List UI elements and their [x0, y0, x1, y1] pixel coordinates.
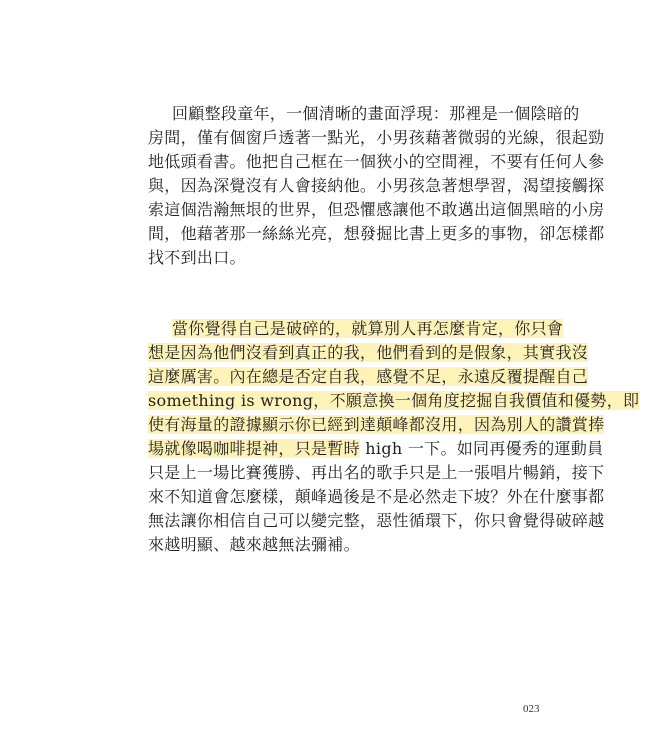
- plain-text: 來越明顯、越來越無法彌補。: [148, 535, 360, 554]
- highlighted-text: 當你覺得自己是破碎的，就算別人再怎麼肯定，你只會: [172, 319, 564, 338]
- text-line: [148, 485, 605, 509]
- text-line: [148, 533, 520, 557]
- text-line: [148, 413, 605, 437]
- text-line: 房間，僅有個窗戶透著一點光，小男孩藉著微弱的光線，很起勁: [148, 128, 605, 147]
- text-line: [148, 341, 589, 365]
- text-line: [148, 437, 604, 461]
- plain-text: 來不知道會怎麼樣，顛峰過後是不是必然走下坡？外在什麼事都: [148, 487, 605, 506]
- highlighted-text: something is wrong，不願意換一個角度挖掘自我價值和優勢，即: [148, 391, 640, 410]
- text-line: [148, 317, 564, 341]
- highlighted-text: 使有海量的證據顯示你已經到達顛峰都沒用，因為別人的讚賞捧: [148, 415, 605, 434]
- text-line: 與，因為深覺沒有人會接納他。小男孩急著想學習，渴望接觸探: [148, 176, 605, 195]
- text-line: [148, 389, 640, 413]
- text-line: [148, 509, 605, 533]
- paragraph-childhood: [148, 102, 605, 270]
- highlighted-text: 這麼厲害。內在總是否定自我，感覺不足，永遠反覆提醒自己: [148, 367, 589, 386]
- text-line: [148, 365, 589, 389]
- text-line: 索這個浩瀚無垠的世界，但恐懼感讓他不敢邁出這個黑暗的小房: [148, 200, 605, 219]
- plain-text: 只是上一場比賽獲勝、再出名的歌手只是上一張唱片暢銷，接下: [148, 463, 605, 482]
- paragraph-broken: [148, 317, 640, 557]
- text-line: 找不到出口。: [148, 248, 246, 267]
- highlighted-text: 場就像喝咖啡提神，只是暫時: [148, 439, 360, 458]
- page-number: 023: [523, 703, 540, 715]
- highlighted-text: 想是因為他們沒看到真正的我，他們看到的是假象，其實我沒: [148, 343, 589, 362]
- plain-text: high 一下。如同再優秀的運動員: [359, 439, 604, 458]
- text-line: 回顧整段童年，一個清晰的畫面浮現：那裡是一個陰暗的: [172, 104, 580, 123]
- text-line: 間，他藉著那一絲絲光亮，想發掘比書上更多的事物，卻怎樣都: [148, 224, 605, 243]
- text-line: 地低頭看書。他把自己框在一個狹小的空間裡，不要有任何人參: [148, 152, 605, 171]
- plain-text: 無法讓你相信自己可以變完整，惡性循環下，你只會覺得破碎越: [148, 511, 605, 530]
- text-line: [148, 461, 605, 485]
